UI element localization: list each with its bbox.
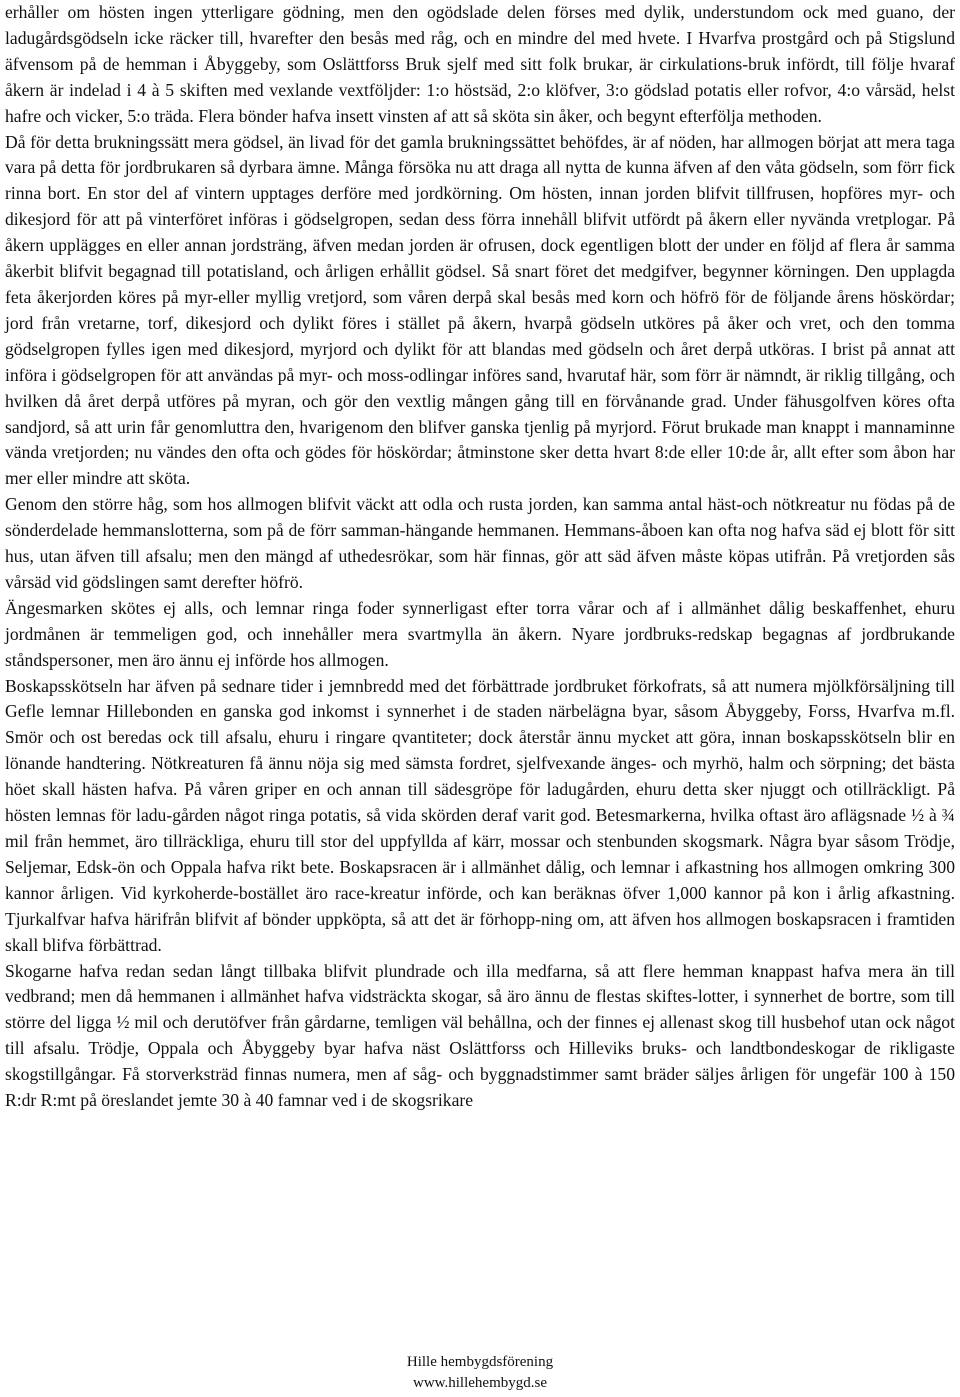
paragraph-5: Boskapsskötseln har äfven på sednare tider i jemnbredd med det förbättrade jordbruket förkofrats, så att numera mjölkförsäljning till Gefle lemnar Hillebonden en ganska god inkomst i synnerhet i de staden närbelägna byar, såsom Åbyggeby, Forss, Hvarfva m.fl. Smör och ost beredas ock till afsalu, ehuru i ringare qvantiteter; dock återstår ännu mycket att göra, innan boskapsskötseln blir en lönande handtering. Nötkreaturen få ännu nöja sig med sämsta fordret, sjelfvexande änges- och myrhö, halm och sörpning; det bästa höet skall hästen hafva. På våren griper en och annan till sädesgröpe för ladugården, ehuru detta sker njuggt och otillräckligt. På hösten lemnas för ladu-gården något ringa potatis, så vida skörden deraf varit god. Betesmarkerna, hvilka oftast äro aflägsnade ½ à ¾ mil från hemmet, äro tillräckliga, ehuru till stor del uppfyllda af kärr, mossar och stenbunden skogsmark. Några byar såsom Trödje, Seljemar, Edsk-ön och Oppala hafva rikt bete. Boskapsracen är i allmänhet dålig, och lemnar i afkastning hos allmogen omkring 300 kannor årligen. Vid kyrkoherde-bostället äro race-kreatur införde, och kan beräknas öfver 1,000 kannor på kon i årlig afkastning. Tjurkalfvar hafva härifrån blifvit af bönder uppköpta, så att det är förhopp-ning om, att äfven hos allmogen boskapsracen i framtiden skall blifva förbättrad. [5,675,955,955]
paragraph-3: Genom den större håg, som hos allmogen blifvit väckt att odla och rusta jorden, kan samma antal häst-och nötkreatur nu födas på de sönderdelade hemmanslotterna, som på de förr samman-hängande hemmanen. Hemmans-åboen kan ofta nog hafva säd ej blott för sitt hus, utan äfven till afsalu; men den mängd af uthedesrökar, som här finnas, gör att säd äfven måste köpas utifrån. På vretjorden sås vårsäd vid gödslingen samt derefter höfrö. [5,494,955,592]
paragraph-4: Ängesmarken skötes ej alls, och lemnar ringa foder synnerligast efter torra vårar och af i allmänhet dålig beskaffenhet, ehuru jordmånen är temmeligen god, och innehåller mera svartmylla än åkern. Nyare jordbruks-redskap begagnas af jordbrukande ståndspersoner, men äro ännu ej införde hos allmogen. [5,597,955,670]
document-page [5,0,955,1114]
page-footer [0,1352,960,1394]
footer-website: www.hillehembygd.se [412,1375,547,1391]
footer-organization: Hille hembygdsförening [406,1354,554,1370]
paragraph-1: erhåller om hösten ingen ytterligare gödning, men den ogödslade delen förses med dylik, understundom ock med guano, der ladugårdsgödseln icke räcker till, hvarefter den besås med råg, och en mindre del med hvete. I Hvarfva prostgård och på Stigslund äfvensom på de hemman i Åbyggeby, som Oslättforss Bruk sjelf med sitt folk brukar, är cirkulations-bruk infördt, till följe hvaraf åkern är indelad i 4 à 5 skiften med vexlande vextföljder: 1:o höstsäd, 2:o klöfver, 3:o gödslad potatis eller rofvor, 4:o vårsäd, helst hafre och vicker, 5:o träda. Flera bönder hafva insett vinsten af att så sköta sin åker, och begynt efterfölja methoden. [5,2,955,126]
paragraph-6: Skogarne hafva redan sedan långt tillbaka blifvit plundrade och illa medfarna, så att flere hemman knappast hafva mera än till vedbrand; men då hemmanen i allmänhet hafva vidsträckta skogar, så äro ännu de flestas skiftes-lotter, i synnerhet de bortre, som till större del ligga ½ mil och derutöfver från gårdarne, temligen väl behållna, och der finnes ej allenast skog till husbehof utan ock något till afsalu. Trödje, Oppala och Åbyggeby byar hafva näst Oslättforss och Hilleviks bruks- och landtbondeskogar de rikligaste skogstillgångar. Få storverksträd finnas numera, men af såg- och byggnadstimmer samt bräder säljes årligen för ungefär 100 à 150 R:dr R:mt på öreslandet jemte 30 à 40 famnar ved i de skogsrikare [5,960,955,1111]
paragraph-2: Då för detta brukningssätt mera gödsel, än livad för det gamla brukningssättet behöfdes, är af nöden, har allmogen börjat att mera taga vara på detta för jordbrukaren så dyrbara ämne. Många försöka nu att draga all nytta de kunna äfven af den våta gödseln, som förr fick rinna bort. En stor del af vintern upptages derföre med jordkörning. Om hösten, innan jorden blifvit tillfrusen, hopföres myr- och dikesjord för att på vinterföret införas i gödselgropen, sedan dess förra innehåll blifvit utfördt på åkern eller nyvända vretplogar. På åkern upplägges en eller annan jordsträng, äfven medan jorden är ofrusen, dock egentligen blott der under en följd af flera år samma åkerbit blifvit begagnad till potatisland, och årligen erhållit gödsel. Så snart föret det medgifver, begynner körningen. Den upplagda feta åkerjorden köres på myr-eller myllig vretjord, som våren derpå skal besås med korn och höfrö för de följande årens höskördar; jord från vretarne, torf, dikesjord och dylikt föres i stället på åkern, hvarpå gödseln utköres på åker och vret, och den tomma gödselgropen fylles igen med dikesjord, myrjord och dylikt för att blandas med gödseln och året derpå utköras. I brist på annat att införa i gödselgropen för att användas på myr- och moss-odlingar införes sand, hvarutaf här, som förr är nämndt, är riklig tillgång, och hvilken då året derpå utföres på myran, och gör den vextlig mången gång till en förvånande grad. Under fähusgolfven köres ofta sandjord, så att urin får genomluttra den, hvarigenom den blifver ganska tjenlig på myrjord. Förut brukade man knappt i mannaminne vända vretjorden; nu vändes den ofta och gödes för höskördar; åtminstone sker detta hvart 8:de eller 10:de år, allt efter som åbon har mer eller mindre att sköta. [5,131,955,489]
